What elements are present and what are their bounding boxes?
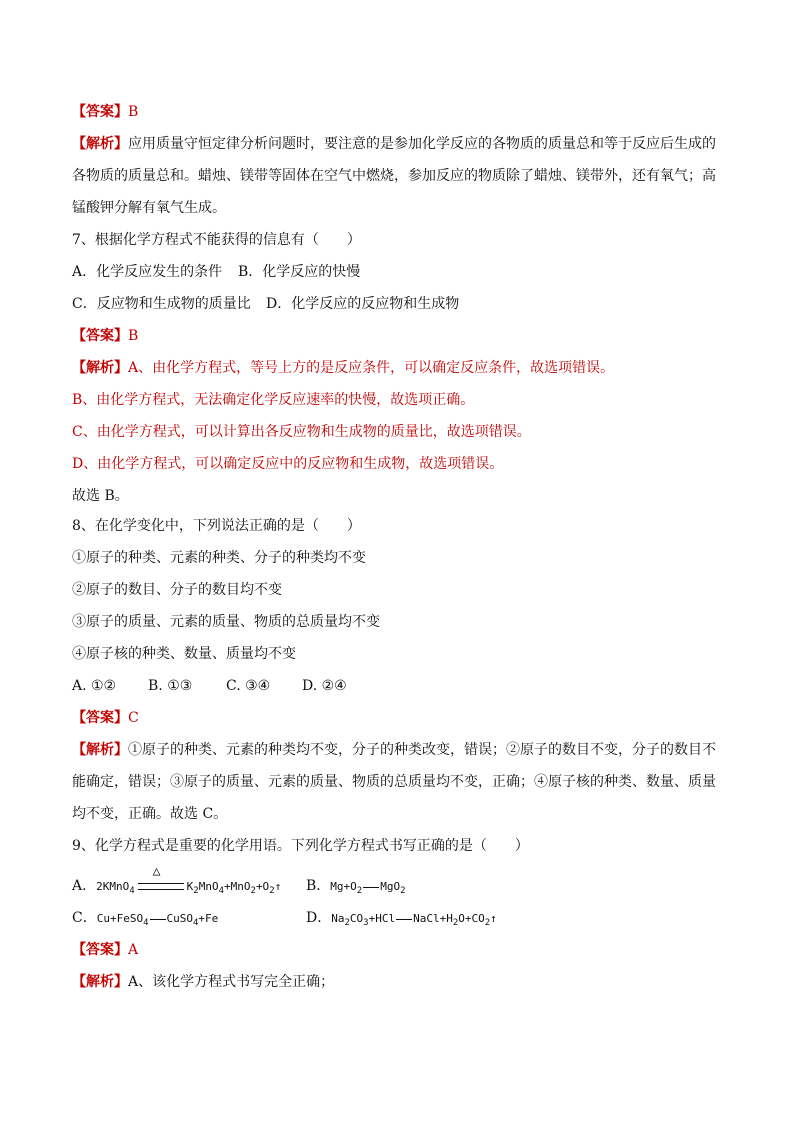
option-c-equation: Cu+FeSO$_4$ CuSO$_4$+Fe: [96, 912, 219, 928]
q7-conclusion: 故选 B。: [72, 488, 129, 504]
analysis-tag: 【解析】: [72, 360, 128, 376]
q7-options-cd: [72, 294, 728, 314]
option-b: B．化学反应的快慢: [238, 264, 361, 280]
analysis-tag: 【解析】: [72, 742, 128, 758]
q9-options-cd: [72, 908, 728, 929]
option-a: A. ①②: [72, 678, 117, 694]
q8-analysis-line-2: 能确定，错误；③原子的质量、元素的质量、物质的总质量均不变，正确；④原子核的种类、数量、质量: [72, 774, 716, 790]
q8-analysis-line-1: [72, 740, 728, 760]
q6-analysis-line-3: 锰酸钾分解有氧气生成。: [72, 200, 226, 216]
q8-statement-3: ③原子的质量、元素的质量、物质的总质量均不变: [72, 614, 380, 630]
option-d-label: D．: [306, 910, 332, 926]
q9-stem: 9、化学方程式是重要的化学用语。下列化学方程式书写正确的是（ ）: [72, 838, 529, 854]
option-a-label: A．: [72, 878, 97, 894]
q8-answer-line: [72, 708, 728, 728]
answer-tag: 【答案】: [72, 104, 128, 120]
option-d: [306, 908, 497, 929]
q8-statement-4: ④原子核的种类、数量、质量均不变: [72, 646, 296, 662]
q7-analysis-line-1: [72, 358, 728, 378]
q7-options-ab: [72, 262, 728, 282]
option-d: D. ②④: [302, 678, 347, 694]
option-b-label: B．: [306, 878, 331, 894]
analysis-text: A、由化学方程式，等号上方的是反应条件，可以确定反应条件，故选项错误。: [128, 360, 615, 376]
option-b: [306, 876, 406, 897]
answer-value: B: [128, 328, 139, 344]
q9-options-ab: [72, 864, 728, 897]
q7-answer-line: [72, 326, 728, 346]
analysis-text: A、该化学方程式书写完全正确；: [128, 974, 335, 990]
q7-stem: 7、根据化学方程式不能获得的信息有（ ）: [72, 232, 361, 248]
option-b-equation: $Mg+O_2$ MgO$_2$: [330, 880, 406, 896]
q7-analysis-line-2: B、由化学方程式，无法确定化学反应速率的快慢，故选项正确。: [72, 392, 475, 408]
option-d-equation: $Na_2CO_3+HCl$ $NaCl+H_2O+CO_2↑$: [331, 912, 497, 928]
q8-statement-1: ①原子的种类、元素的种类、分子的种类均不变: [72, 550, 366, 566]
option-c: C．反应物和生成物的质量比: [72, 296, 251, 312]
q6-analysis-line-1: [72, 134, 728, 154]
q7-analysis-line-3: C、由化学方程式，可以计算出各反应物和生成物的质量比，故选项错误。: [72, 424, 531, 440]
q9-answer-line: [72, 940, 728, 960]
q8-statement-2: ②原子的数目、分子的数目均不变: [72, 582, 282, 598]
option-a: A．化学反应发生的条件: [72, 264, 223, 280]
analysis-text: 应用质量守恒定律分析问题时，要注意的是参加化学反应的各物质的质量总和等于反应后生成的: [128, 136, 716, 152]
answer-tag: 【答案】: [72, 942, 128, 958]
answer-value: B: [128, 104, 139, 120]
option-d: D．化学反应的反应物和生成物: [266, 296, 460, 312]
q8-analysis-line-3: 均不变，正确。故选 C。: [72, 806, 228, 822]
option-a-equation: 2KMnO$_4$ △ $K_2MnO_4+MnO_2+O_2↑$: [96, 864, 282, 896]
answer-value: A: [128, 942, 139, 958]
answer-value: C: [128, 710, 139, 726]
answer-tag: 【答案】: [72, 710, 128, 726]
analysis-text: ①原子的种类、元素的种类均不变，分子的种类改变，错误；②原子的数目不变，分子的数目不: [128, 742, 716, 758]
analysis-tag: 【解析】: [72, 974, 128, 990]
q8-stem: 8、在化学变化中，下列说法正确的是（ ）: [72, 518, 361, 534]
analysis-tag: 【解析】: [72, 136, 128, 152]
q9-analysis-line-1: [72, 972, 728, 992]
q6-analysis-line-2: 各物质的质量总和。蜡烛、镁带等固体在空气中燃烧，参加反应的物质除了蜡烛、镁带外，还有氧气；高: [72, 168, 716, 184]
answer-tag: 【答案】: [72, 328, 128, 344]
q7-analysis-line-4: D、由化学方程式，可以确定反应中的反应物和生成物，故选项错误。: [72, 456, 504, 472]
option-c-label: C．: [72, 910, 97, 926]
q6-answer-line: [72, 102, 728, 122]
option-c: C. ③④: [226, 678, 271, 694]
option-b: B. ①③: [148, 678, 193, 694]
equals-with-heat-sign: [136, 864, 186, 893]
heat-triangle-icon: △: [152, 864, 161, 879]
